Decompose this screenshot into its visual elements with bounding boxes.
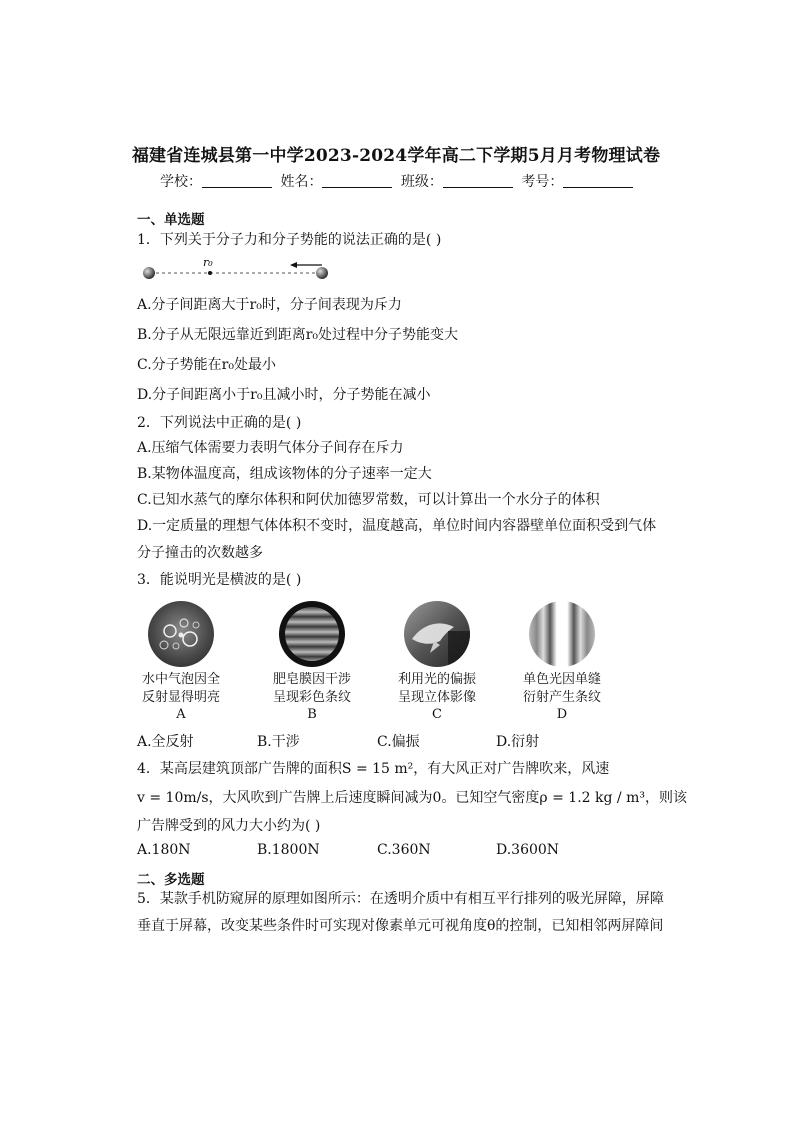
q3-option-c[interactable]: C.偏振 [377, 734, 420, 750]
q5-line2: 垂直于屏幕，改变某些条件时可实现对像素单元可视角度θ的控制，已知相邻两屏障间 [137, 918, 664, 934]
caption-b-line2: 呈现彩色条纹 [272, 690, 351, 705]
q2-option-b[interactable]: B.某物体温度高，组成该物体的分子速率一定大 [137, 466, 432, 482]
caption-b [257, 671, 367, 707]
arrow-head-icon [290, 262, 297, 268]
q3-stem: 3．能说明光是横波的是( ) [137, 572, 302, 588]
figure-letter-c: C [432, 707, 442, 722]
q4-option-c[interactable]: C.360N [377, 842, 431, 858]
caption-a [126, 671, 236, 707]
caption-c [382, 671, 492, 707]
figure-letter-d: D [556, 707, 568, 722]
polarization-3d-image [404, 601, 470, 667]
q2-option-a[interactable]: A.压缩气体需要力表明气体分子间存在斥力 [137, 440, 404, 456]
caption-b-line1: 肥皂膜因干涉 [272, 672, 351, 687]
q3-option-d[interactable]: D.衍射 [496, 734, 540, 750]
number-label: 考号： [521, 174, 564, 190]
caption-a-line1: 水中气泡因全 [141, 672, 220, 687]
q2-option-c[interactable]: C.已知水蒸气的摩尔体积和阿伏加德罗常数，可以计算出一个水分子的体积 [137, 492, 600, 508]
caption-d-line1: 单色光因单缝 [522, 672, 601, 687]
q1-molecule-figure [140, 256, 340, 284]
school-blank[interactable] [202, 173, 272, 188]
q3-option-b[interactable]: B.干涉 [257, 734, 300, 750]
q1-stem: 1．下列关于分子力和分子势能的说法正确的是( ) [137, 232, 442, 248]
q1-option-a[interactable]: A.分子间距离大于r₀时，分子间表现为斥力 [137, 297, 402, 313]
class-label: 班级： [400, 174, 443, 190]
q1-option-d[interactable]: D.分子间距离小于r₀且减小时，分子势能在减小 [137, 387, 431, 403]
student-info-row [160, 171, 637, 191]
q5-line1: 5．某款手机防窥屏的原理如图所示：在透明介质中有相互平行排列的吸光屏障，屏障 [137, 891, 664, 907]
caption-c-line2: 呈现立体影像 [397, 690, 476, 705]
q2-option-d-continued: 分子撞击的次数越多 [137, 545, 263, 561]
q3-option-a[interactable]: A.全反射 [137, 734, 194, 750]
single-slit-diffraction-image [529, 601, 595, 667]
molecule-right [316, 267, 328, 279]
q1-option-b[interactable]: B.分子从无限远靠近到距离r₀处过程中分子势能变大 [137, 327, 459, 343]
name-blank[interactable] [322, 173, 392, 188]
caption-c-line1: 利用光的偏振 [397, 672, 476, 687]
q1-option-c[interactable]: C.分子势能在r₀处最小 [137, 357, 276, 373]
figure-letter-a: A [176, 707, 186, 722]
q4-option-d[interactable]: D.3600N [496, 842, 560, 858]
q4-option-a[interactable]: A.180N [137, 842, 191, 858]
bubble-image [148, 601, 214, 667]
class-blank[interactable] [443, 173, 513, 188]
school-label: 学校： [160, 174, 202, 190]
figure-letter-b: B [307, 707, 317, 722]
name-label: 姓名： [280, 174, 323, 190]
q4-line2: v = 10m/s，大风吹到广告牌上后速度瞬间减为0。已知空气密度ρ = 1.2 kg / m³，则该 [137, 790, 687, 806]
page-title: 福建省连城县第一中学2023-2024学年高二下学期5月月考物理试卷 [131, 146, 661, 166]
section-multiple-choice: 二、多选题 [137, 872, 205, 888]
q2-stem: 2．下列说法中正确的是( ) [137, 415, 302, 431]
caption-d-line2: 衍射产生条纹 [522, 690, 601, 705]
q2-option-d[interactable]: D.一定质量的理想气体体积不变时，温度越高，单位时间内容器壁单位面积受到气体 [137, 518, 657, 534]
caption-d [507, 671, 617, 707]
r0-label: r₀ [203, 256, 213, 269]
caption-a-line2: 反射显得明亮 [141, 690, 220, 705]
q4-option-b[interactable]: B.1800N [257, 842, 320, 858]
q4-line1: 4．某高层建筑顶部广告牌的面积S = 15 m²，有大风正对广告牌吹来，风速 [137, 761, 610, 777]
r0-point [208, 271, 212, 275]
soap-film-image [279, 601, 345, 667]
molecule-left [143, 267, 155, 279]
q4-line3: 广告牌受到的风力大小约为( ) [137, 818, 321, 834]
section-single-choice: 一、单选题 [137, 212, 205, 228]
number-blank[interactable] [563, 173, 633, 188]
